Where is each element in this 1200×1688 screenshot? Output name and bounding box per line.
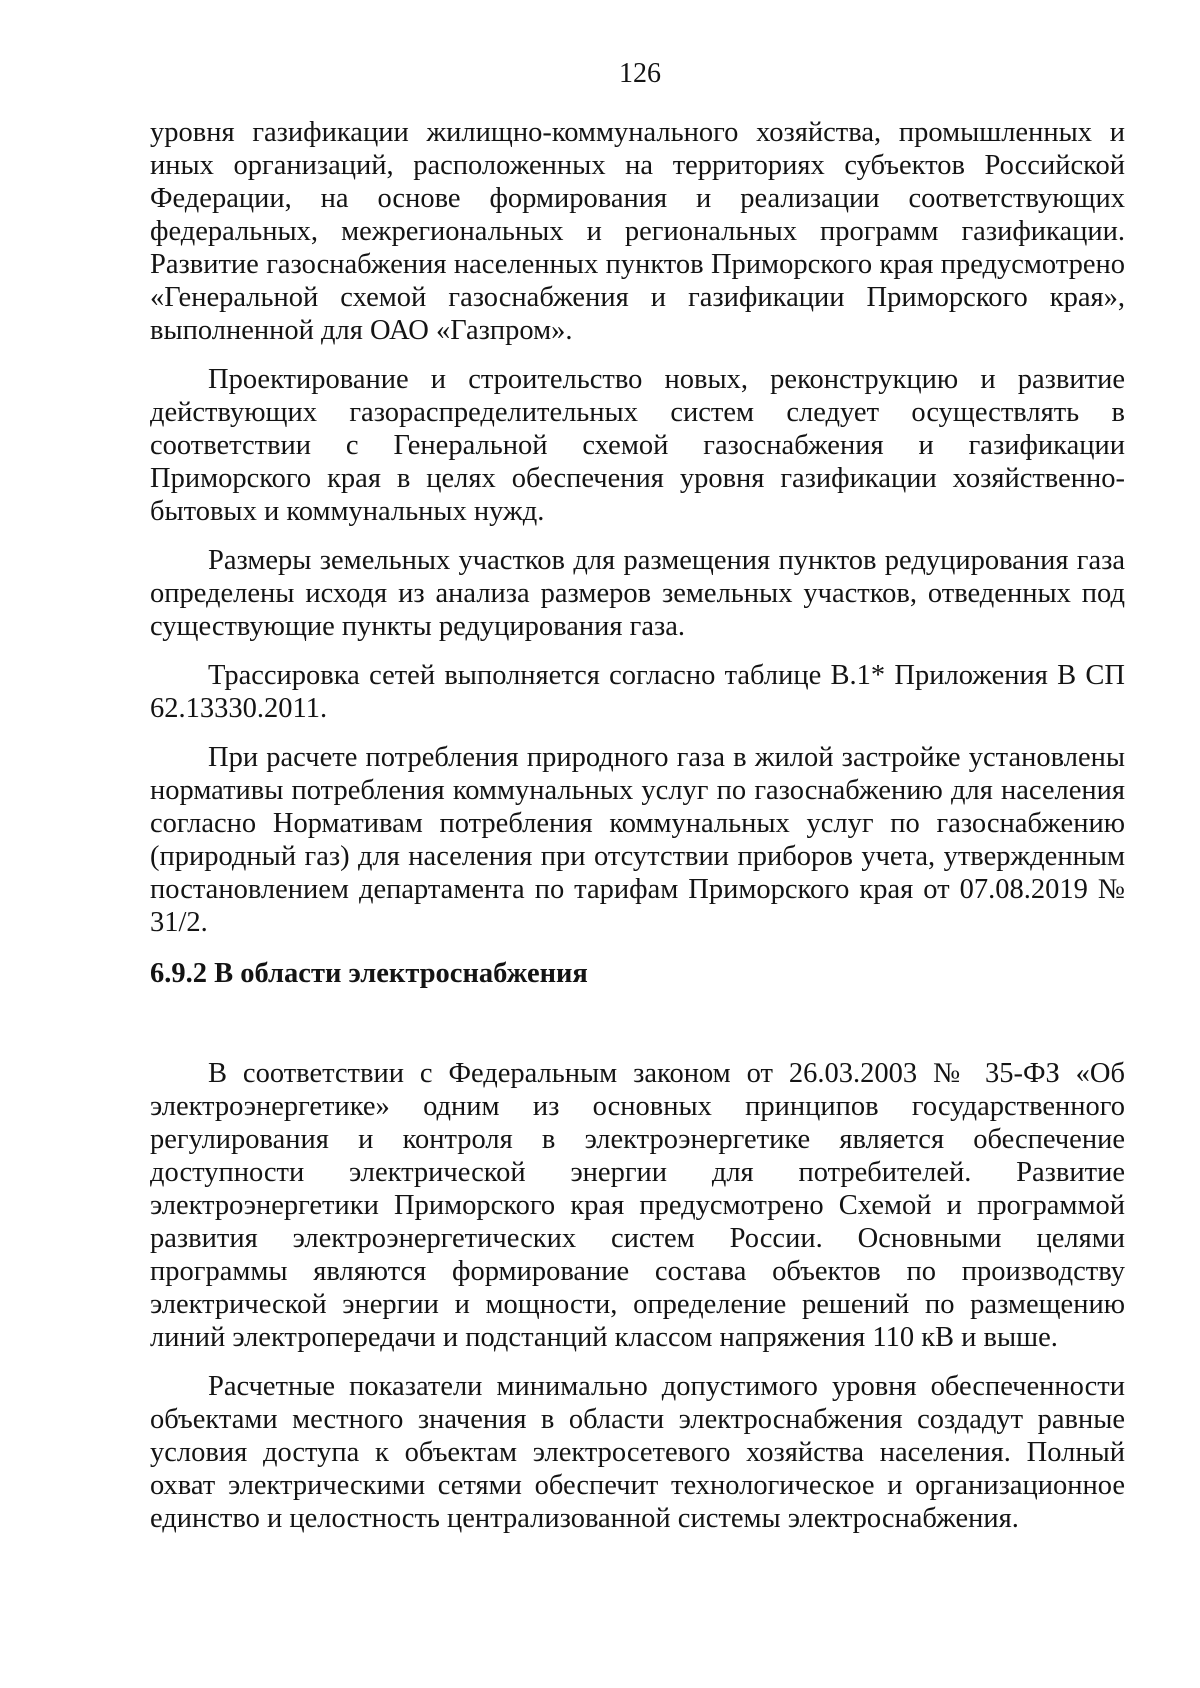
- section-heading-electricity: 6.9.2 В области электроснабжения: [150, 958, 588, 989]
- paragraph-electricity-indicators: Расчетные показатели минимально допустимого уровня обеспеченности объектами местного значения в области электроснабжения создадут равные условия доступа к объектам электросетевого хозяйства населения. Полный охват электрическими сетями обеспечит технологическое и организационное единство и целостность централизованной системы электроснабжения.: [150, 1371, 1125, 1534]
- paragraph-gas-consumption: При расчете потребления природного газа в жилой застройке установлены нормативы потребления коммунальных услуг по газоснабжению для населения согласно Нормативам потребления коммунальных услуг по газоснабжению (природный газ) для населения при отсутствии приборов учета, утвержденным постановлением департамента по тарифам Приморского края от 07.08.2019 № 31/2.: [150, 742, 1125, 938]
- paragraph-network-routing: Трассировка сетей выполняется согласно таблице В.1* Приложения В СП 62.13330.2011.: [150, 660, 1125, 724]
- paragraph-land-plots: Размеры земельных участков для размещения пунктов редуцирования газа определены исходя из анализа размеров земельных участков, отведенных под существующие пункты редуцирования газа.: [150, 545, 1125, 642]
- page-number: 126: [619, 58, 661, 89]
- paragraph-gas-continuation: уровня газификации жилищно-коммунального хозяйства, промышленных и иных организаций, расположенных на территориях субъектов Российской Федерации, на основе формирования и реализации соответствующих федеральных, межрегиональных и региональных программ газификации. Развитие газоснабжения населенных пунктов Приморского края предусмотрено «Генеральной схемой газоснабжения и газификации Приморского края», выполненной для ОАО «Газпром».: [150, 117, 1125, 346]
- paragraph-electricity-law: В соответствии с Федеральным законом от 26.03.2003 № 35-ФЗ «Об электроэнергетике» одним из основных принципов государственного регулирования и контроля в электроэнергетике является обеспечение доступности электрической энергии для потребителей. Развитие электроэнергетики Приморского края предусмотрено Схемой и программой развития электроэнергетических систем России. Основными целями программы являются формирование состава объектов по производству электрической энергии и мощности, определение решений по размещению линий электропередачи и подстанций классом напряжения 110 кВ и выше.: [150, 1058, 1125, 1353]
- document-body: [150, 116, 1125, 1535]
- paragraph-gas-design: Проектирование и строительство новых, реконструкцию и развитие действующих газораспределительных систем следует осуществлять в соответствии с Генеральной схемой газоснабжения и газификации Приморского края в целях обеспечения уровня газификации хозяйственно-бытовых и коммунальных нужд.: [150, 364, 1125, 527]
